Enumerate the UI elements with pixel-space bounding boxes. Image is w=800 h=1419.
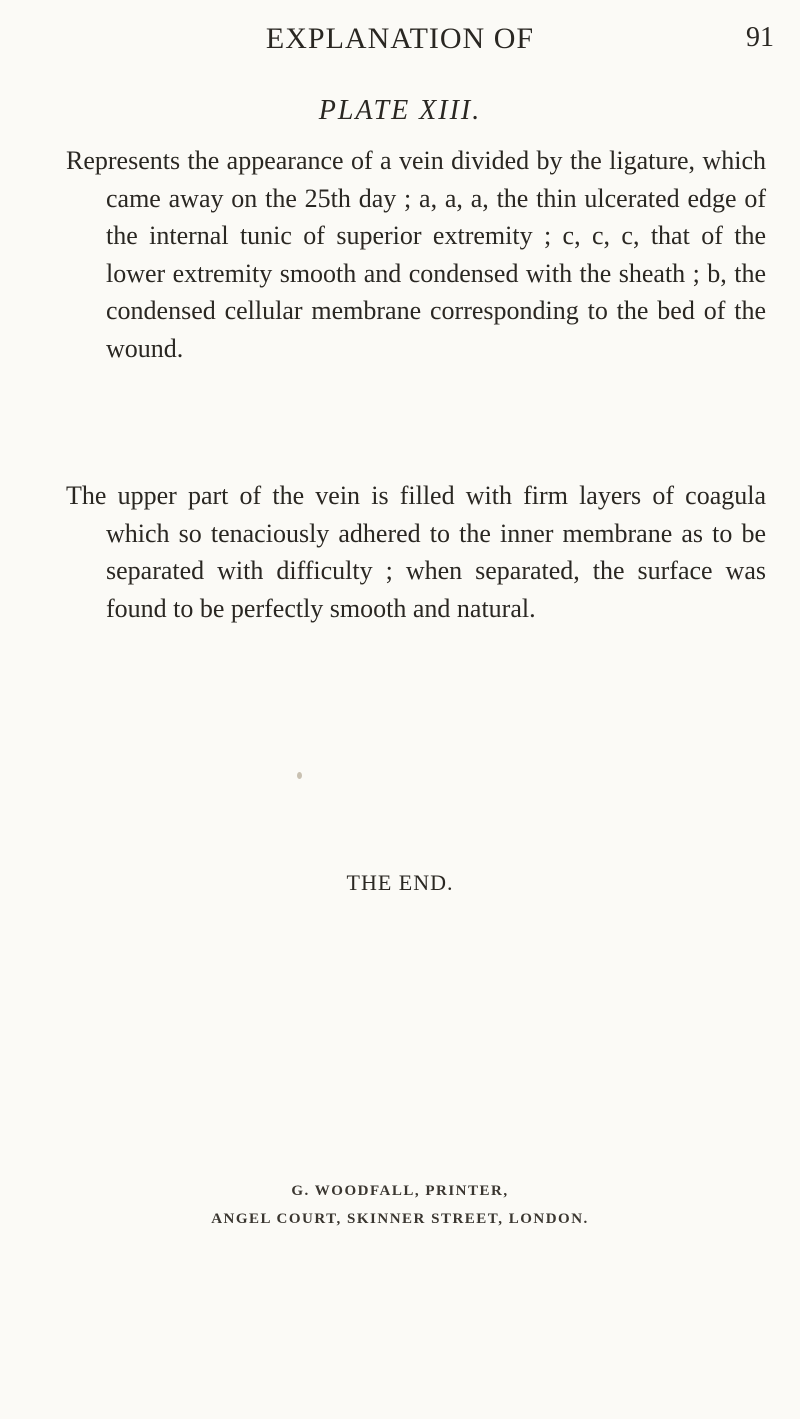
paper-blemish (297, 772, 302, 779)
running-head (0, 22, 800, 62)
printer-imprint-line1: G. WOODFALL, PRINTER, (291, 1183, 509, 1199)
paragraph-vein-contents (66, 477, 766, 627)
end-mark: THE END. (346, 870, 454, 895)
paragraph-text: Represents the appearance of a vein divided by the ligature, which came away on the 25th day ; a, a, a, the thin ulcerated edge of the internal tunic of superior extremity ; c, c, c, that of the lower extremity smooth and condensed with the sheath ; b, the condensed cellular membrane corresponding to the bed of the wound. (66, 146, 766, 363)
plate-title: PLATE XIII. (318, 95, 482, 126)
printer-imprint-line2: ANGEL COURT, SKINNER STREET, LONDON. (211, 1211, 589, 1227)
running-title: EXPLANATION OF (265, 22, 535, 55)
paragraph-text: The upper part of the vein is filled with firm layers of coagula which so tenaciously adhered to the inner membrane as to be separated with difficulty ; when separated, the surface was found to be perfectly smooth and natural. (66, 481, 766, 623)
page-number: 91 (746, 22, 774, 53)
paragraph-plate-description (66, 142, 766, 367)
